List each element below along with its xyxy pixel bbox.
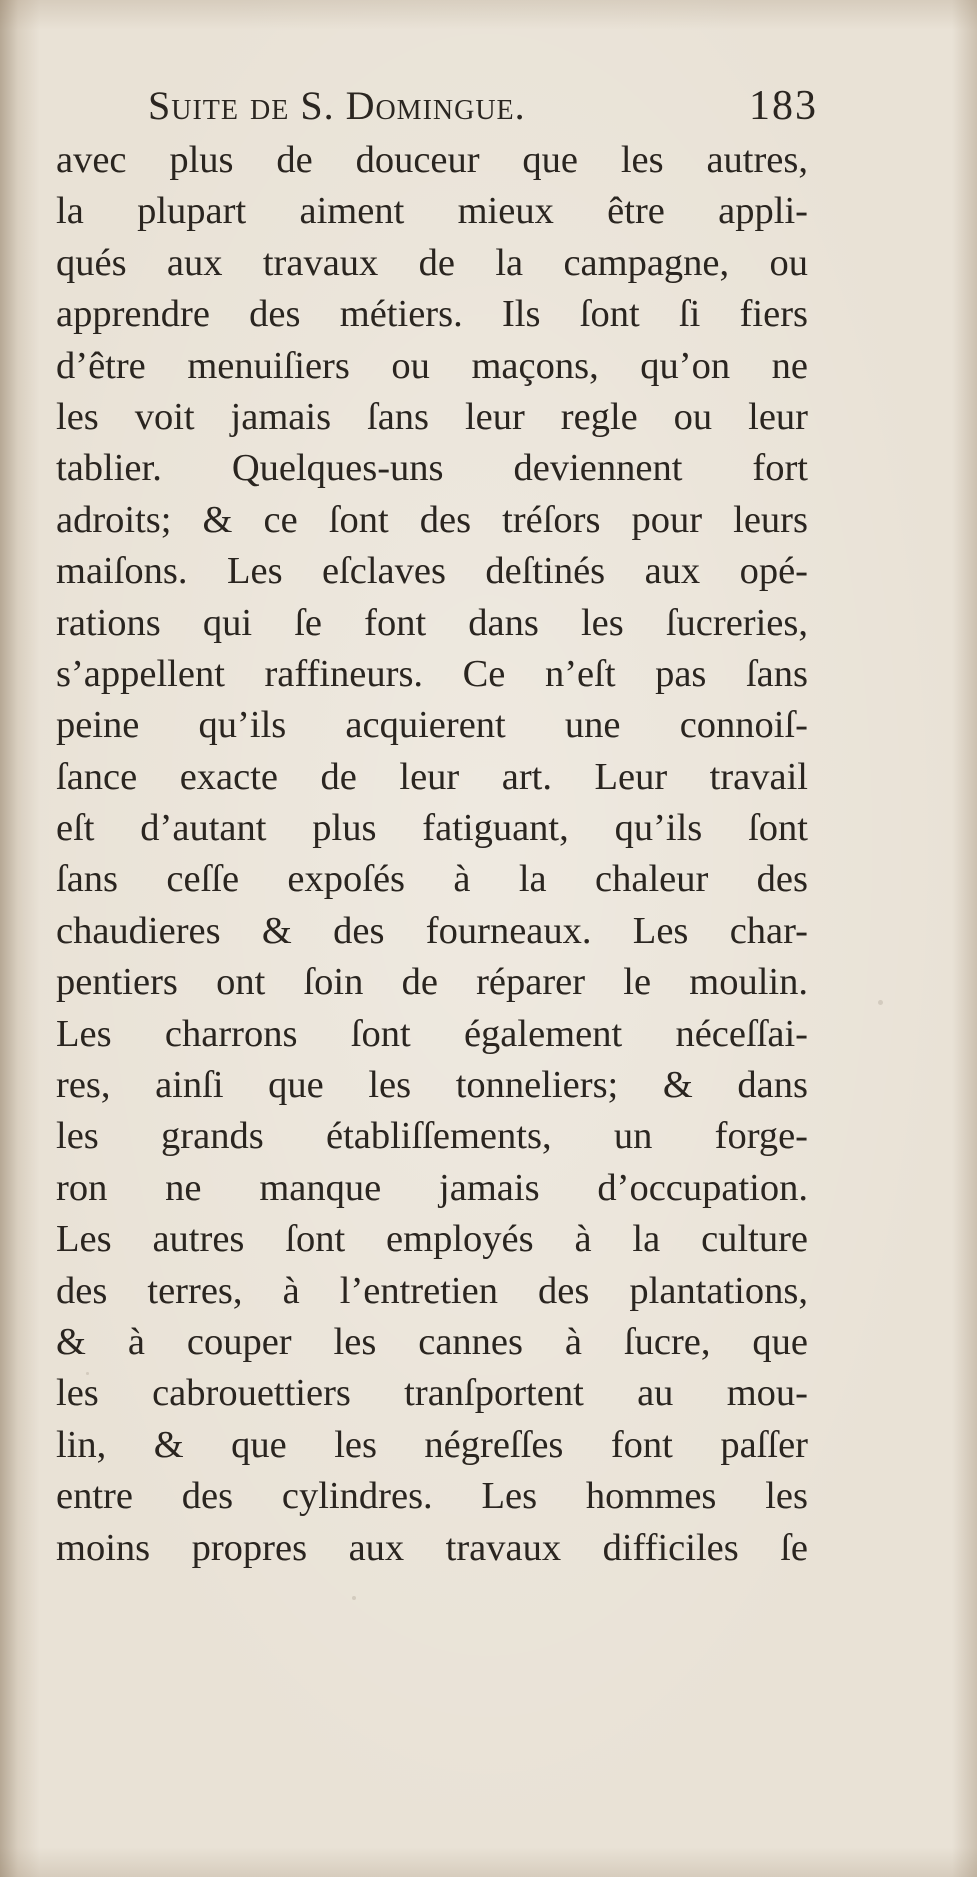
text-line: pentiers ont ſoin de réparer le moulin. <box>56 961 808 1004</box>
text-line: ſance exacte de leur art. Leur travail <box>56 755 808 798</box>
text-line: avec plus de douceur que les autres, <box>56 139 808 181</box>
page-number: 183 <box>749 83 818 129</box>
text-line: les grands établiſſements, un forge- <box>56 1115 808 1158</box>
text-line: les voit jamais ſans leur regle ou leur <box>56 395 808 438</box>
body-text <box>56 135 808 1574</box>
text-line: moins propres aux travaux difficiles ſe <box>56 1526 808 1569</box>
text-line: rations qui ſe font dans les ſucreries, <box>56 601 808 644</box>
text-line: maiſons. Les eſclaves deſtinés aux opé- <box>56 550 808 593</box>
text-line: les cabrouettiers tranſportent au mou- <box>56 1372 808 1415</box>
text-line: entre des cylindres. Les hommes les <box>56 1475 808 1518</box>
text-line: ron ne manque jamais d’occupation. <box>56 1166 808 1209</box>
paper-stain <box>352 1596 356 1600</box>
text-line: res, ainſi que les tonneliers; & dans <box>56 1064 808 1107</box>
text-line: qués aux travaux de la campagne, ou <box>56 241 808 284</box>
text-line: la plupart aiment mieux être appli- <box>56 190 808 233</box>
text-line: tablier. Quelques-uns deviennent fort <box>56 447 808 490</box>
running-head <box>148 78 818 134</box>
text-line: Les charrons ſont également néceſſai- <box>56 1012 808 1055</box>
text-line: & à couper les cannes à ſucre, que <box>56 1320 808 1363</box>
text-line: d’être menuiſiers ou maçons, qu’on ne <box>56 344 808 387</box>
text-line: apprendre des métiers. Ils ſont ſi fiers <box>56 293 808 336</box>
text-line: adroits; & ce ſont des tréſors pour leurs <box>56 498 808 541</box>
text-line: s’appellent raffineurs. Ce n’eſt pas ſans <box>56 652 808 695</box>
paper-stain <box>878 1000 883 1005</box>
text-line: eſt d’autant plus fatiguant, qu’ils ſont <box>56 807 808 850</box>
text-line: peine qu’ils acquierent une connoiſ- <box>56 704 808 747</box>
text-line: Les autres ſont employés à la culture <box>56 1218 808 1261</box>
text-line: lin, & que les négreſſes font paſſer <box>56 1423 808 1466</box>
text-line: chaudieres & des fourneaux. Les char- <box>56 909 808 952</box>
text-line: ſans ceſſe expoſés à la chaleur des <box>56 858 808 901</box>
running-title: Suite de S. Domingue. <box>148 83 526 128</box>
text-line: des terres, à l’entretien des plantations, <box>56 1269 808 1312</box>
